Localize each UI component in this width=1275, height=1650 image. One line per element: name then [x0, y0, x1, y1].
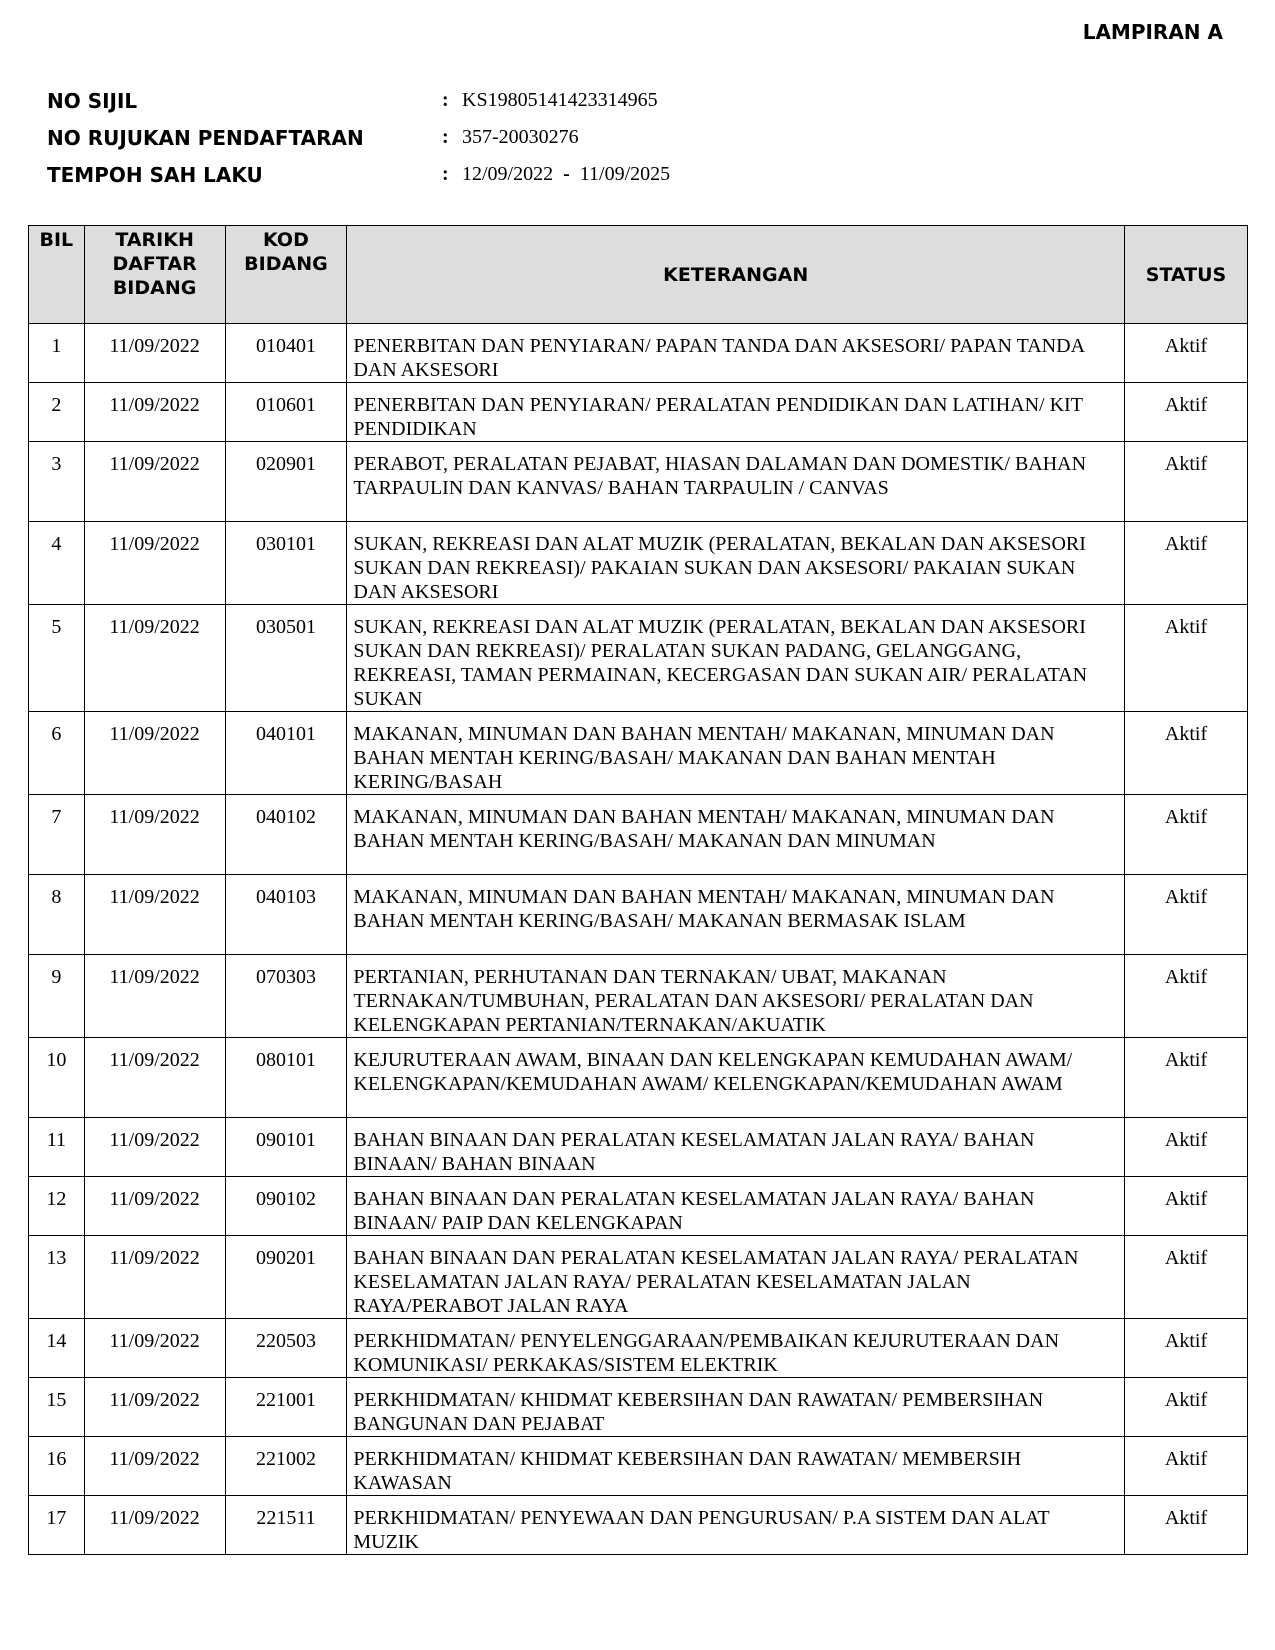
cell-kod: 010601: [225, 383, 347, 442]
tempoh-label: TEMPOH SAH LAKU: [47, 162, 263, 187]
cell-status: Aktif: [1125, 1496, 1248, 1555]
cell-status: Aktif: [1125, 712, 1248, 795]
cell-bil: 17: [29, 1496, 85, 1555]
cell-keterangan: MAKANAN, MINUMAN DAN BAHAN MENTAH/ MAKANAN, MINUMAN DAN BAHAN MENTAH KERING/BASAH/ MAKANAN DAN MINUMAN: [347, 795, 1125, 875]
cell-keterangan: MAKANAN, MINUMAN DAN BAHAN MENTAH/ MAKANAN, MINUMAN DAN BAHAN MENTAH KERING/BASAH/ MAKANAN DAN BAHAN MENTAH KERING/BASAH: [347, 712, 1125, 795]
cell-keterangan: BAHAN BINAAN DAN PERALATAN KESELAMATAN JALAN RAYA/ BAHAN BINAAN/ BAHAN BINAAN: [347, 1118, 1125, 1177]
cell-tarikh: 11/09/2022: [84, 324, 225, 383]
rujukan-value: 357-20030276: [462, 126, 579, 148]
cell-tarikh: 11/09/2022: [84, 1496, 225, 1555]
cell-bil: 15: [29, 1378, 85, 1437]
cell-tarikh: 11/09/2022: [84, 605, 225, 712]
table-row: [29, 1177, 1248, 1236]
cell-bil: 8: [29, 875, 85, 955]
cell-keterangan: PENERBITAN DAN PENYIARAN/ PAPAN TANDA DAN AKSESORI/ PAPAN TANDA DAN AKSESORI: [347, 324, 1125, 383]
cell-kod: 080101: [225, 1038, 347, 1118]
cell-status: Aktif: [1125, 1177, 1248, 1236]
cell-bil: 2: [29, 383, 85, 442]
cell-status: Aktif: [1125, 795, 1248, 875]
tempoh-end: 11/09/2025: [579, 163, 671, 185]
tempoh-value: [462, 163, 670, 186]
registration-table: [28, 225, 1248, 1555]
header-tarikh: TARIKH DAFTAR BIDANG: [84, 226, 225, 324]
table-row: [29, 1496, 1248, 1555]
table-row: [29, 1378, 1248, 1437]
cell-tarikh: 11/09/2022: [84, 955, 225, 1038]
cell-tarikh: 11/09/2022: [84, 1236, 225, 1319]
cell-tarikh: 11/09/2022: [84, 712, 225, 795]
cell-keterangan: PERKHIDMATAN/ KHIDMAT KEBERSIHAN DAN RAWATAN/ PEMBERSIHAN BANGUNAN DAN PEJABAT: [347, 1378, 1125, 1437]
cell-kod: 090102: [225, 1177, 347, 1236]
table-row: [29, 1038, 1248, 1118]
table-row: [29, 383, 1248, 442]
cell-tarikh: 11/09/2022: [84, 1177, 225, 1236]
table-row: [29, 324, 1248, 383]
cell-tarikh: 11/09/2022: [84, 383, 225, 442]
header-kod: KOD BIDANG: [225, 226, 347, 324]
cell-bil: 5: [29, 605, 85, 712]
cell-bil: 10: [29, 1038, 85, 1118]
cell-status: Aktif: [1125, 955, 1248, 1038]
cell-kod: 221001: [225, 1378, 347, 1437]
certificate-info: [47, 82, 747, 193]
cell-bil: 4: [29, 522, 85, 605]
cell-keterangan: KEJURUTERAAN AWAM, BINAAN DAN KELENGKAPAN KEMUDAHAN AWAM/ KELENGKAPAN/KEMUDAHAN AWAM/ KELENGKAPAN/KEMUDAHAN AWAM: [347, 1038, 1125, 1118]
cell-bil: 1: [29, 324, 85, 383]
cell-tarikh: 11/09/2022: [84, 1378, 225, 1437]
table-row: [29, 875, 1248, 955]
cell-keterangan: PERTANIAN, PERHUTANAN DAN TERNAKAN/ UBAT, MAKANAN TERNAKAN/TUMBUHAN, PERALATAN DAN AKSESORI/ PERALATAN DAN KELENGKAPAN PERTANIAN/TERNAKAN/AKUATIK: [347, 955, 1125, 1038]
table-row: [29, 712, 1248, 795]
cell-bil: 16: [29, 1437, 85, 1496]
header-status: STATUS: [1125, 226, 1248, 324]
info-row-tempoh: [47, 156, 747, 193]
cell-bil: 3: [29, 442, 85, 522]
colon: :: [442, 163, 449, 185]
tempoh-start: 12/09/2022: [462, 163, 554, 185]
tempoh-separator: -: [563, 163, 570, 185]
cell-tarikh: 11/09/2022: [84, 1437, 225, 1496]
lampiran-label: LAMPIRAN A: [1082, 20, 1223, 44]
cell-kod: 030501: [225, 605, 347, 712]
table-row: [29, 522, 1248, 605]
cell-status: Aktif: [1125, 1118, 1248, 1177]
cell-kod: 070303: [225, 955, 347, 1038]
cell-status: Aktif: [1125, 1319, 1248, 1378]
cell-bil: 14: [29, 1319, 85, 1378]
cell-status: Aktif: [1125, 875, 1248, 955]
cell-kod: 090101: [225, 1118, 347, 1177]
cell-status: Aktif: [1125, 383, 1248, 442]
cell-tarikh: 11/09/2022: [84, 1038, 225, 1118]
cell-bil: 11: [29, 1118, 85, 1177]
table-row: [29, 1236, 1248, 1319]
cell-bil: 6: [29, 712, 85, 795]
cell-keterangan: PERKHIDMATAN/ PENYELENGGARAAN/PEMBAIKAN KEJURUTERAAN DAN KOMUNIKASI/ PERKAKAS/SISTEM ELEKTRIK: [347, 1319, 1125, 1378]
cell-kod: 040102: [225, 795, 347, 875]
cell-keterangan: PERKHIDMATAN/ PENYEWAAN DAN PENGURUSAN/ P.A SISTEM DAN ALAT MUZIK: [347, 1496, 1125, 1555]
table-row: [29, 1319, 1248, 1378]
table-row: [29, 1118, 1248, 1177]
table-body: [29, 324, 1248, 1555]
cell-keterangan: PENERBITAN DAN PENYIARAN/ PERALATAN PENDIDIKAN DAN LATIHAN/ KIT PENDIDIKAN: [347, 383, 1125, 442]
sijil-value: KS19805141423314965: [462, 89, 658, 111]
cell-kod: 040103: [225, 875, 347, 955]
cell-keterangan: SUKAN, REKREASI DAN ALAT MUZIK (PERALATAN, BEKALAN DAN AKSESORI SUKAN DAN REKREASI)/ PERALATAN SUKAN PADANG, GELANGGANG, REKREASI, TAMAN PERMAINAN, KECERGASAN DAN SUKAN AIR/ PERALATAN SUKAN: [347, 605, 1125, 712]
cell-bil: 9: [29, 955, 85, 1038]
cell-kod: 221511: [225, 1496, 347, 1555]
cell-kod: 090201: [225, 1236, 347, 1319]
cell-tarikh: 11/09/2022: [84, 875, 225, 955]
cell-keterangan: BAHAN BINAAN DAN PERALATAN KESELAMATAN JALAN RAYA/ PERALATAN KESELAMATAN JALAN RAYA/ PERALATAN KESELAMATAN JALAN RAYA/PERABOT JALAN RAYA: [347, 1236, 1125, 1319]
cell-keterangan: SUKAN, REKREASI DAN ALAT MUZIK (PERALATAN, BEKALAN DAN AKSESORI SUKAN DAN REKREASI)/ PAKAIAN SUKAN DAN AKSESORI/ PAKAIAN SUKAN DAN AKSESORI: [347, 522, 1125, 605]
cell-bil: 13: [29, 1236, 85, 1319]
cell-status: Aktif: [1125, 605, 1248, 712]
cell-tarikh: 11/09/2022: [84, 522, 225, 605]
cell-keterangan: PERKHIDMATAN/ KHIDMAT KEBERSIHAN DAN RAWATAN/ MEMBERSIH KAWASAN: [347, 1437, 1125, 1496]
cell-status: Aktif: [1125, 1437, 1248, 1496]
cell-keterangan: PERABOT, PERALATAN PEJABAT, HIASAN DALAMAN DAN DOMESTIK/ BAHAN TARPAULIN DAN KANVAS/ BAHAN TARPAULIN / CANVAS: [347, 442, 1125, 522]
sijil-label: NO SIJIL: [47, 88, 138, 113]
cell-tarikh: 11/09/2022: [84, 1319, 225, 1378]
table-header-row: [29, 226, 1248, 324]
rujukan-label: NO RUJUKAN PENDAFTARAN: [47, 125, 364, 150]
cell-kod: 020901: [225, 442, 347, 522]
header-keterangan: KETERANGAN: [347, 226, 1125, 324]
cell-bil: 7: [29, 795, 85, 875]
cell-kod: 220503: [225, 1319, 347, 1378]
colon: :: [442, 126, 449, 148]
cell-status: Aktif: [1125, 1038, 1248, 1118]
cell-kod: 010401: [225, 324, 347, 383]
cell-status: Aktif: [1125, 324, 1248, 383]
cell-tarikh: 11/09/2022: [84, 442, 225, 522]
cell-status: Aktif: [1125, 442, 1248, 522]
cell-tarikh: 11/09/2022: [84, 795, 225, 875]
cell-kod: 030101: [225, 522, 347, 605]
cell-keterangan: BAHAN BINAAN DAN PERALATAN KESELAMATAN JALAN RAYA/ BAHAN BINAAN/ PAIP DAN KELENGKAPAN: [347, 1177, 1125, 1236]
cell-bil: 12: [29, 1177, 85, 1236]
cell-keterangan: MAKANAN, MINUMAN DAN BAHAN MENTAH/ MAKANAN, MINUMAN DAN BAHAN MENTAH KERING/BASAH/ MAKANAN BERMASAK ISLAM: [347, 875, 1125, 955]
table-row: [29, 955, 1248, 1038]
table-row: [29, 1437, 1248, 1496]
cell-kod: 221002: [225, 1437, 347, 1496]
table-row: [29, 795, 1248, 875]
cell-kod: 040101: [225, 712, 347, 795]
info-row-rujukan: [47, 119, 747, 156]
table-row: [29, 605, 1248, 712]
header-bil: BIL: [29, 226, 85, 324]
cell-status: Aktif: [1125, 1236, 1248, 1319]
colon: :: [442, 89, 449, 111]
info-row-sijil: [47, 82, 747, 119]
cell-status: Aktif: [1125, 1378, 1248, 1437]
cell-tarikh: 11/09/2022: [84, 1118, 225, 1177]
cell-status: Aktif: [1125, 522, 1248, 605]
table-row: [29, 442, 1248, 522]
